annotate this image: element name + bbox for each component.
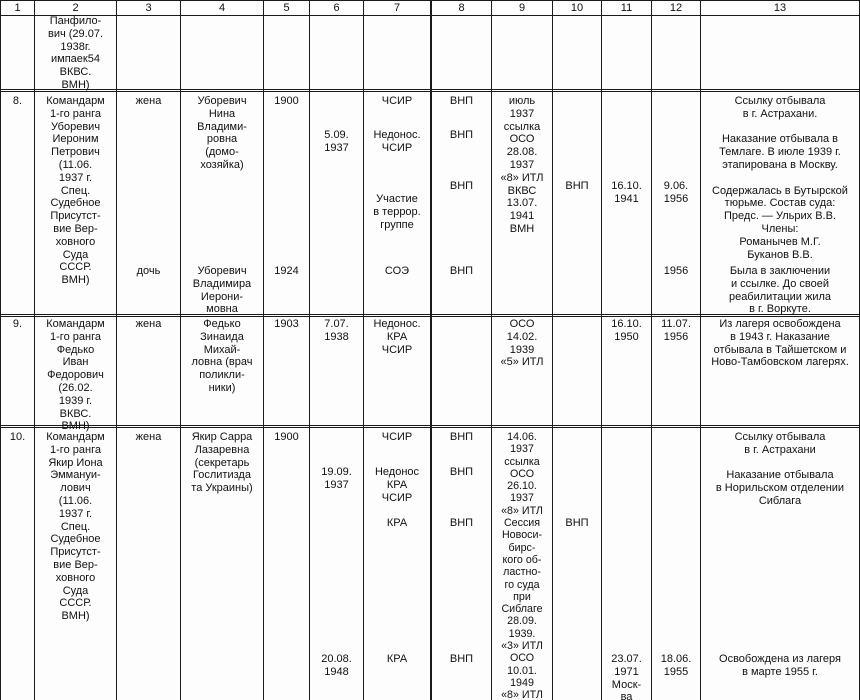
authority-cell: ВНП (449, 466, 474, 478)
charge-cell: КРА (386, 517, 408, 529)
row-divider (0, 425, 860, 426)
rehab-date-cell: 18.06. 1955 (660, 653, 692, 678)
charge-cell: СОЭ (384, 265, 410, 277)
authority-cell: ВНП (449, 180, 474, 192)
relation-cell: дочь (136, 265, 161, 277)
column-header: 12 (669, 2, 683, 14)
rehab-date-cell: 11.07. 1956 (661, 318, 691, 343)
authority-cell: ВНП (449, 431, 474, 443)
arrest-date-cell: 19.09. 1937 (321, 466, 352, 491)
relative-name-cell: Якир Сарра Лазаревна (секретарь Гослитиздa та Украины) (191, 431, 253, 495)
arrest-date-cell: 7.07. 1938 (324, 318, 349, 343)
relative-name-cell: Уборевич Нина Владими- ровна (домо- хозяйка) (197, 95, 247, 171)
death-date-cell: 23.07. 1971 Моск- ва (611, 653, 642, 700)
charge-cell: Участие в террор. группе (373, 193, 421, 231)
authority-cell: ВНП (449, 517, 474, 529)
column-divider (309, 0, 310, 700)
notes-cell: Ссылку отбывала в г. Астрахани. Наказание отбывала в Темлаге. В июле 1939 г. этапирована в Москву. Содержалась в Бутырской тюрьме. Состав суда: Предс. — Ульрих В.В. Члены: Романычев М.Г. Буканов В.В. (712, 95, 848, 261)
rehab-date-cell: 9.06. 1956 (663, 180, 689, 205)
column-divider (552, 0, 553, 700)
header-divider (0, 15, 860, 16)
column-header: 6 (333, 2, 340, 14)
column-header: 7 (393, 2, 401, 14)
notes-cell: Из лагеря освобождена в 1943 г. Наказание отбывала в Тайшетском и Ново-Тамбовском лагерях. (711, 318, 849, 369)
person-cell: Командарм 1-го ранга Федько Иван Федорович (26.02. 1939 г. ВКВС. ВМН) (46, 318, 105, 433)
birth-year-cell: 1903 (274, 318, 299, 330)
row-divider (0, 427, 860, 428)
notes-cell: Освобождена из лагеря в марте 1955 г. (719, 653, 841, 678)
column-header: 13 (773, 2, 787, 14)
relation-cell: жена (135, 318, 162, 330)
notes-cell: Ссылку отбывала в г. Астрахани Наказание отбывала в Норильском отделении Сиблага (715, 431, 845, 507)
column-header: 11 (620, 2, 633, 14)
person-cell: Панфило- вич (29.07. 1938г. импаек54 ВКВС. ВМН) (47, 15, 104, 91)
column-divider (601, 0, 602, 700)
column-header: 4 (218, 2, 226, 14)
charge-cell: КРА (386, 653, 408, 665)
charge-cell: Недонос. КРА ЧСИР (373, 318, 421, 356)
rehab-date-cell: 1956 (663, 265, 689, 277)
relative-name-cell: Уборевич Владимира Иерони- мовна (192, 265, 252, 316)
authority-cell: ВНП (449, 95, 474, 107)
arrest-date-cell: 5.09. 1937 (324, 129, 349, 154)
sentence-cell: июль 1937 ссылка ОСО 28.08. 1937 «8» ИТЛ ВКВС 13.07. 1941 ВМН (500, 95, 544, 235)
column-header: 8 (458, 2, 465, 14)
birth-year-cell: 1900 (274, 95, 299, 107)
birth-year-cell: 1924 (274, 265, 299, 277)
column-header: 2 (72, 2, 79, 14)
person-cell: Командарм 1-го ранга Уборевич Иероним Петрович (11.06. 1937 г. Спец. Судебное Присутст- вие Вер- ховного Суда СССР. ВМН) (46, 95, 105, 287)
sentence-cell: 14.06. 1937 ссылка ОСО 26.10. 1937 «8» ИТЛ Сессия Новоси- бирс- кого об- ластно- го суда при Сиблаге 28.09. 1939. «3» ИТЛ ОСО 10.01. 1949 «8» ИТЛ (501, 431, 543, 700)
relation-cell: жена (135, 95, 162, 107)
relative-name-cell: Федько Зинаида Михай- ловна (врач поликли- ники) (191, 318, 253, 394)
col10-cell: ВНП (565, 517, 589, 529)
relation-cell: жена (135, 431, 162, 443)
charge-cell: Недонос. ЧСИР (373, 129, 421, 154)
death-date-cell: 16.10. 1950 (611, 318, 642, 343)
death-date-cell: 16.10. 1941 (611, 180, 642, 205)
column-header: 3 (145, 2, 152, 14)
authority-cell: ВНП (449, 653, 474, 665)
column-header: 9 (518, 2, 526, 14)
column-header: 5 (283, 2, 290, 14)
col10-cell: ВНП (565, 180, 589, 192)
row-divider (0, 91, 860, 92)
person-cell: Командарм 1-го ранга Якир Иона Эммануи- лович (11.06. 1937 г. Спец. Судебное Присутст- вие Вер- ховного Суда СССР. ВМН) (46, 431, 105, 623)
row-number: 9. (12, 318, 23, 330)
charge-cell: Недонос КРА ЧСИР (374, 466, 420, 504)
charge-cell: ЧСИР (381, 431, 413, 443)
charge-cell: ЧСИР (381, 95, 413, 107)
authority-cell: ВНП (449, 265, 474, 277)
row-number: 10. (9, 431, 26, 443)
column-header: 10 (570, 2, 584, 14)
sentence-cell: ОСО 14.02. 1939 «5» ИТЛ (500, 318, 544, 369)
arrest-date-cell: 20.08. 1948 (321, 653, 352, 678)
row-number: 8. (12, 95, 23, 107)
row-divider (0, 89, 860, 90)
column-header: 1 (14, 2, 21, 14)
notes-cell: Была в заключении и ссылке. До своей реабилитации жила в г. Воркуте. (728, 265, 832, 316)
authority-cell: ВНП (449, 129, 474, 141)
birth-year-cell: 1900 (274, 431, 299, 443)
column-divider (651, 0, 652, 700)
